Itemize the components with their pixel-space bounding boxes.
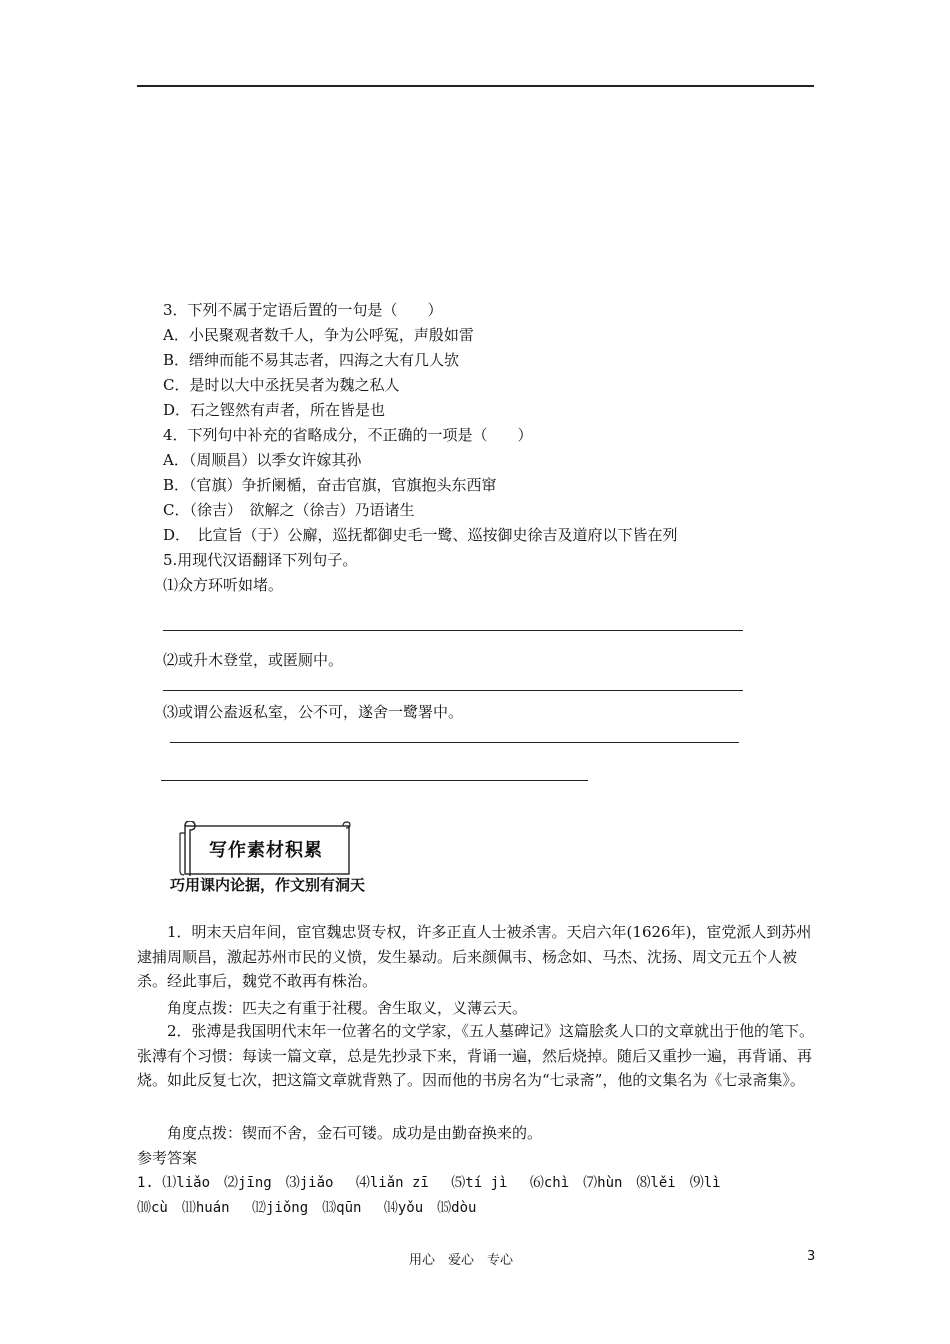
q3-option-a: A．小民聚观者数千人，争为公呼冤，声殷如雷 bbox=[163, 326, 474, 344]
q4-option-a: A．（周顺昌）以季女许嫁其孙 bbox=[163, 451, 362, 469]
material-angle-2: 角度点拨：锲而不舍，金石可镂。成功是由勤奋换来的。 bbox=[167, 1124, 543, 1142]
q5-item-1: ⑴众方环听如堵。 bbox=[163, 576, 284, 594]
answers-line-2: ⑽cù ⑾huán ⑿jiǒng ⒀qūn ⒁yǒu ⒂dòu bbox=[137, 1200, 477, 1216]
q4-stem: 4．下列句中补充的省略成分，不正确的一项是（ ） bbox=[163, 426, 533, 444]
q5-item-3: ⑶或谓公盍返私室，公不可，遂舍一鹭署中。 bbox=[163, 703, 464, 721]
material-paragraph-1: 1．明末天启年间，宦官魏忠贤专权，许多正直人士被杀害。天启六年(1626年)，宦党派人到苏州逮捕周顺昌，激起苏州市民的义愤，发生暴动。后来颜佩韦、杨念如、马杰、沈扬、周文元五个人被杀。经此事后，魏党不敢再有株治。 bbox=[137, 923, 812, 990]
q3-option-c: C．是时以大中丞抚吴者为魏之私人 bbox=[163, 376, 400, 394]
material-paragraph-2: 2．张溥是我国明代末年一位著名的文学家，《五人墓碑记》这篇脍炙人口的文章就出于他的笔下。张溥有个习惯：每读一篇文章，总是先抄录下来，背诵一遍，然后烧掉。随后又重抄一遍，再背诵、再烧。如此反复七次，把这篇文章就背熟了。因而他的书房名为“七录斋”，他的文集名为《七录斋集》。 bbox=[137, 1022, 815, 1089]
answers-heading: 参考答案 bbox=[137, 1149, 198, 1167]
footer-motto: 用心 爱心 专心 bbox=[409, 1253, 514, 1268]
q3-option-d: D．石之铿然有声者，所在皆是也 bbox=[163, 401, 386, 419]
banner-title: 写作素材积累 bbox=[209, 840, 323, 861]
q4-option-d: D． 比宣旨（于）公廨，巡抚都御史毛一鹭、巡按御史徐吉及道府以下皆在列 bbox=[163, 526, 678, 544]
page-number: 3 bbox=[807, 1249, 816, 1264]
q5-stem: 5.用现代汉语翻译下列句子。 bbox=[163, 551, 358, 569]
answers-line-1: 1. ⑴liǎo ⑵jīng ⑶jiǎo ⑷liǎn zī ⑸tí jì ⑹chì ⑺hùn ⑻lěi ⑼lì bbox=[137, 1175, 721, 1191]
q4-option-c: C．（徐吉） 欲解之（徐吉）乃语诸生 bbox=[163, 501, 415, 519]
header-rule bbox=[137, 85, 814, 87]
answer-line-2 bbox=[163, 690, 743, 691]
material-angle-1: 角度点拨：匹夫之有重于社稷。舍生取义，义薄云天。 bbox=[167, 999, 528, 1017]
q4-option-b: B．（官旗）争折阑楯，奋击官旗，官旗抱头东西窜 bbox=[163, 476, 497, 494]
answer-line-1 bbox=[163, 630, 743, 631]
answer-line-4 bbox=[161, 780, 588, 781]
q3-option-b: B．缙绅而能不易其志者，四海之大有几人欤 bbox=[163, 351, 460, 369]
q3-stem: 3．下列不属于定语后置的一句是（ ） bbox=[163, 301, 443, 319]
q5-item-2: ⑵或升木登堂，或匿厕中。 bbox=[163, 651, 344, 669]
answer-line-3 bbox=[170, 742, 739, 743]
section-subtitle: 巧用课内论据，作文别有洞天 bbox=[170, 876, 366, 894]
